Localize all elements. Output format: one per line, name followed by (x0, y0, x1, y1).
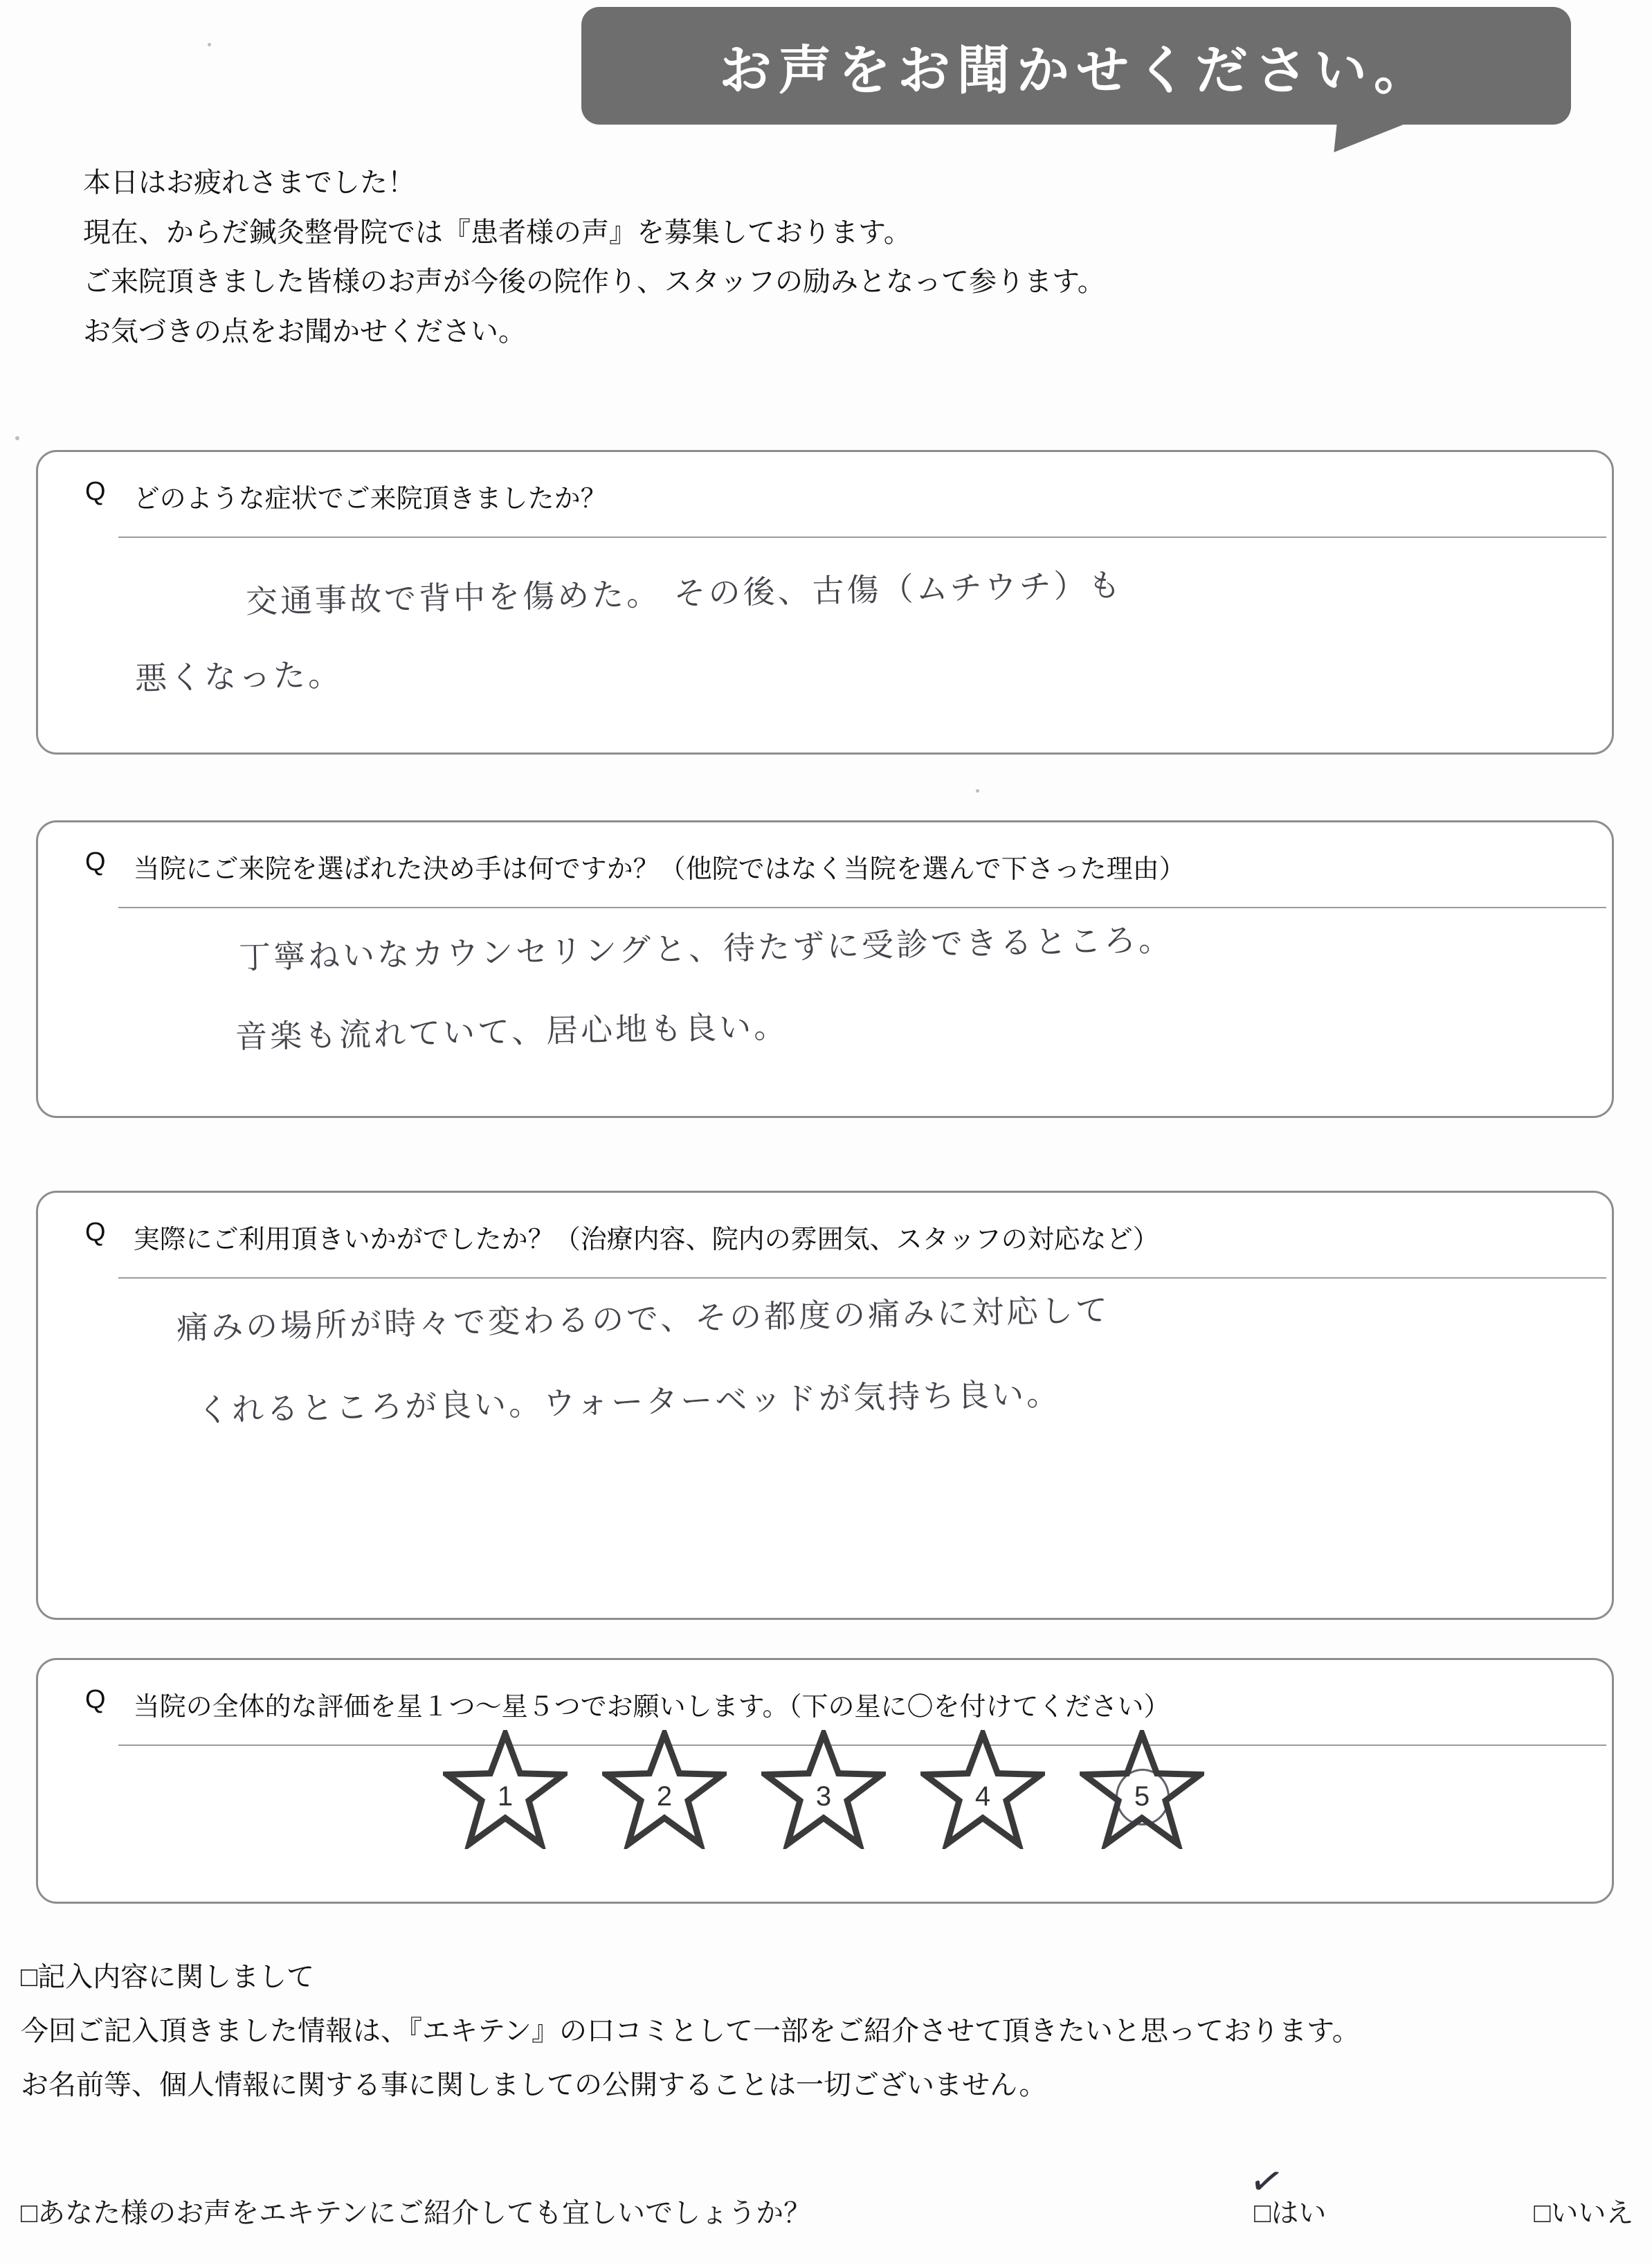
scan-speck (208, 43, 211, 46)
question-2-label: 当院にご来院を選ばれた決め手は何ですか？（他院ではなく当院を選んで下さった理由） (133, 855, 1186, 884)
question-1-label: どのような症状でご来院頂きましたか？ (133, 485, 607, 514)
intro-paragraph (83, 166, 1467, 364)
answer-3-line-1: 痛みの場所が時々で変わるので、その都度の痛みに対応して (176, 1291, 1111, 1346)
footer-notes (21, 1959, 1640, 2121)
question-4-header (38, 1660, 1612, 1723)
selected-rating-circle-icon (1116, 1769, 1170, 1825)
consent-no-option[interactable] (1534, 2191, 1633, 2230)
rating-star-2-label: 2 (656, 1781, 673, 1812)
rating-star-1[interactable] (443, 1730, 568, 1849)
question-1-divider (118, 537, 1606, 538)
intro-line-1: 本日はお疲れさまでした！ (83, 168, 415, 198)
question-3-label: 実際にご利用頂きいかがでしたか？（治療内容、院内の雰囲気、スタッフの対応など） (133, 1225, 1159, 1254)
scan-speck (15, 436, 19, 440)
question-box-3 (36, 1191, 1614, 1620)
question-3-header (38, 1193, 1612, 1256)
rating-star-3[interactable] (761, 1730, 886, 1849)
answer-1-line-2: 悪くなった。 (134, 656, 343, 697)
banner-title: お声をお聞かせください。 (719, 41, 1433, 100)
answer-2-line-1: 丁寧ねいなカウンセリングと、待たずに受診できるところ。 (238, 921, 1174, 976)
question-3-divider (118, 1277, 1606, 1279)
rating-star-5-label: 5 (1134, 1781, 1150, 1812)
footer-note-heading: □記入内容に関しまして (21, 1962, 315, 1992)
rating-star-1-label: 1 (497, 1781, 514, 1812)
intro-line-4: お気づきの点をお聞かせください。 (83, 316, 526, 347)
scan-speck (976, 789, 979, 793)
question-marker: Q (85, 1685, 106, 1714)
intro-line-3: ご来院頂きました皆様のお声が今後の院作り、スタッフの励みとなって参ります。 (83, 267, 1105, 298)
question-2-divider (118, 907, 1606, 908)
answer-1-line-1: 交通事故で背中を傷めた。 その後、古傷（ムチウチ）も (245, 566, 1124, 621)
answer-2-line-2: 音楽も流れていて、居心地も良い。 (235, 1007, 789, 1056)
question-marker: Q (85, 477, 106, 506)
question-box-1 (36, 450, 1614, 755)
rating-star-4-label: 4 (974, 1781, 991, 1812)
question-1-header (38, 452, 1612, 515)
answer-3-line-2: くれるところが良い。ウォーターベッドが気持ち良い。 (197, 1375, 1062, 1429)
consent-yes-label: □はい (1254, 2198, 1327, 2228)
header-banner (581, 7, 1571, 152)
consent-yes-option[interactable] (1245, 2154, 1327, 2230)
consent-row (21, 2154, 1640, 2230)
consent-question: □あなた様のお声をエキテンにご紹介しても宜しいでしょうか？ (21, 2198, 812, 2228)
question-marker: Q (85, 847, 106, 876)
footer-note-line-2: お名前等、個人情報に関する事に関しましての公開することは一切ございません。 (21, 2070, 1047, 2100)
question-box-2 (36, 820, 1614, 1118)
consent-no-label: □いいえ (1534, 2198, 1634, 2228)
rating-star-3-label: 3 (815, 1781, 832, 1812)
rating-star-5[interactable] (1080, 1730, 1204, 1849)
banner-body (581, 7, 1571, 125)
checkmark-icon: ✓ (1245, 2154, 1289, 2208)
question-2-header (38, 822, 1612, 885)
banner-tail-icon (1334, 118, 1420, 152)
rating-stars[interactable] (443, 1727, 1218, 1852)
intro-line-2: 現在、からだ鍼灸整骨院では『患者様の声』を募集しております。 (83, 217, 911, 248)
question-marker: Q (85, 1218, 106, 1247)
question-4-label: 当院の全体的な評価を星１つ〜星５つでお願いします。（下の星に〇を付けてください） (133, 1693, 1170, 1722)
footer-note-line-1: 今回ご記入頂きました情報は、『エキテン』の口コミとして一部をご紹介させて頂きたいと思っております。 (21, 2016, 1360, 2046)
rating-star-4[interactable] (920, 1730, 1045, 1849)
rating-star-2[interactable] (602, 1730, 727, 1849)
